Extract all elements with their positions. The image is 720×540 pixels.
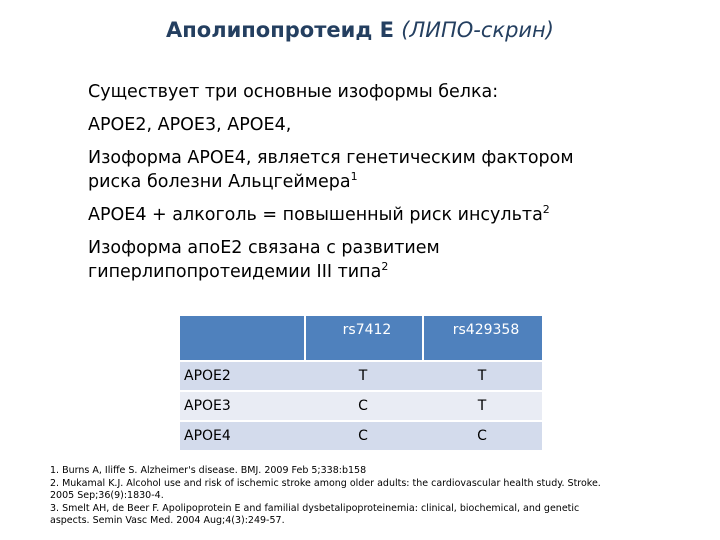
- paragraph-text: Существует три основные изоформы белка:: [88, 82, 499, 102]
- paragraph-text: Изоформа апоЕ2 связана с развитием гиперлипопротеидемии III типа: [88, 238, 440, 282]
- table-cell: C: [304, 392, 422, 420]
- references: [50, 465, 610, 528]
- table-header-cell: [180, 316, 304, 360]
- paragraph-isoforms: [88, 80, 688, 104]
- footnote-ref: 2: [542, 203, 550, 216]
- slide-title: [0, 18, 720, 42]
- table-row: [180, 392, 542, 420]
- table-cell: C: [422, 422, 542, 450]
- title-main: Аполипопротеид Е: [166, 18, 394, 42]
- table-row: [180, 362, 542, 390]
- paragraph-stroke: [88, 203, 688, 227]
- paragraph-text: APOE4 + алкоголь = повышенный риск инсульта: [88, 205, 543, 225]
- reference-item: 3. Smelt AH, de Beer F. Apolipoprotein E and familial dysbetalipoproteinemia: clinical, biochemical, and genetic aspects. Semin Vasc Med. 2004 Aug;4(3):249-57.: [50, 502, 580, 526]
- table-cell: T: [422, 392, 542, 420]
- paragraph-hyperlipo: [88, 236, 558, 284]
- paragraph-text: APOE2, APOE3, APOE4,: [88, 115, 292, 135]
- reference-item: 2. Mukamal K.J. Alcohol use and risk of ischemic stroke among older adults: the cardiovascular health study. Stroke. 2005 Sep;36(9):1830-4.: [50, 477, 601, 501]
- paragraph-alzheimer: [88, 146, 628, 194]
- table-cell: APOE3: [180, 392, 304, 420]
- table-cell: C: [304, 422, 422, 450]
- paragraph-isoform-list: [88, 113, 688, 137]
- title-sub: (ЛИПО-скрин): [401, 18, 554, 42]
- body-text: [88, 80, 688, 293]
- table-row: [180, 422, 542, 450]
- genotype-table: [180, 314, 542, 452]
- table-header-cell: rs429358: [422, 316, 542, 360]
- table-cell: APOE2: [180, 362, 304, 390]
- paragraph-text: Изоформа APOE4, является генетическим фактором риска болезни Альцгеймера: [88, 148, 574, 192]
- table-header-cell: rs7412: [304, 316, 422, 360]
- footnote-ref: 1: [350, 170, 358, 183]
- table-cell: T: [422, 362, 542, 390]
- table-cell: APOE4: [180, 422, 304, 450]
- reference-item: 1. Burns A, Iliffe S. Alzheimer's disease. BMJ. 2009 Feb 5;338:b158: [50, 465, 367, 476]
- footnote-ref: 2: [381, 260, 389, 273]
- table-header-row: [180, 316, 542, 360]
- table-cell: T: [304, 362, 422, 390]
